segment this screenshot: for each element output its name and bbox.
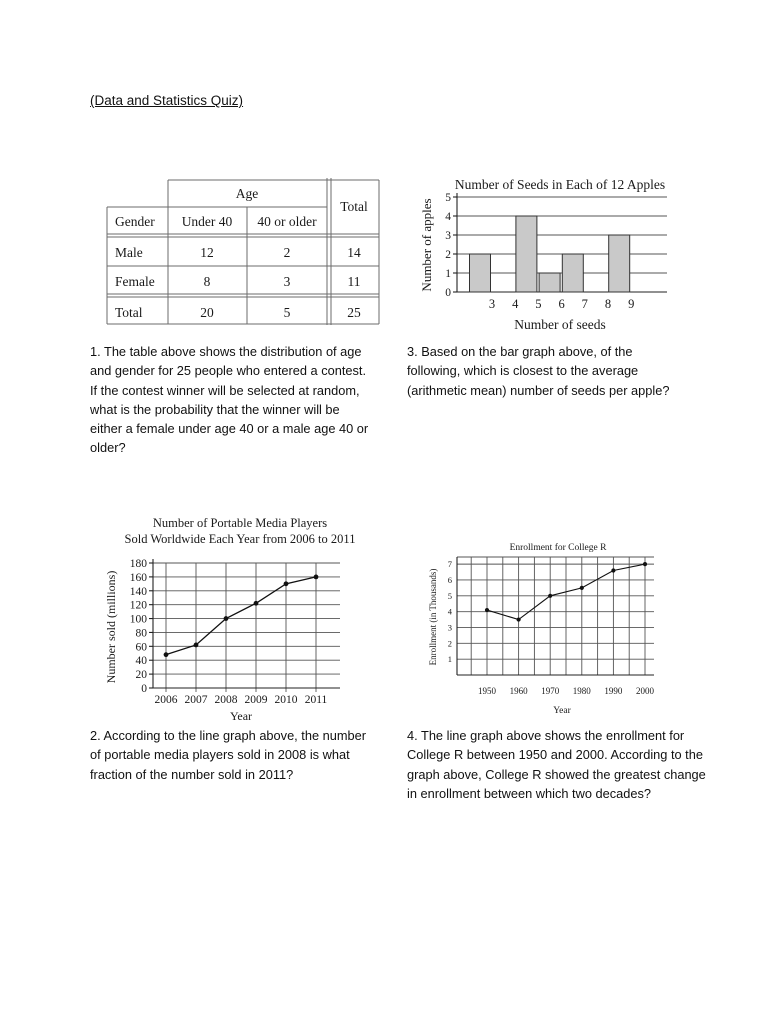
y-tick-label: 3 <box>445 230 451 242</box>
table-group-header: Age <box>235 186 259 201</box>
x-tick-label: 2009 <box>244 694 268 706</box>
x-tick-label: 7 <box>581 297 588 311</box>
table-cell: 12 <box>200 245 214 260</box>
x-axis-label: Year <box>229 709 253 723</box>
y-tick-label: 4 <box>445 211 451 223</box>
x-axis-label: Year <box>553 706 571 716</box>
data-point <box>580 586 584 590</box>
x-axis-label: Number of seeds <box>514 317 606 332</box>
series-line <box>166 577 316 655</box>
x-tick-label: 2008 <box>214 694 238 706</box>
media-players-line-chart <box>95 512 365 727</box>
table-cell: 20 <box>200 305 214 320</box>
chart-title: Number of Seeds in Each of 12 Apples <box>454 177 666 192</box>
y-tick-label: 4 <box>447 606 452 617</box>
x-tick-label: 5 <box>535 297 542 311</box>
y-tick-label: 2 <box>445 249 451 261</box>
y-tick-label: 0 <box>445 287 451 299</box>
data-point <box>224 616 229 621</box>
x-tick-label: 6 <box>558 297 565 311</box>
y-tick-label: 140 <box>129 585 147 598</box>
x-tick-label: 1970 <box>541 686 560 696</box>
table-cell: Male <box>115 245 143 260</box>
x-tick-label: 3 <box>488 297 496 311</box>
table-cell: 3 <box>283 274 291 289</box>
x-tick-label: 2006 <box>154 694 178 706</box>
data-point <box>284 581 289 586</box>
question-2: 2. According to the line graph above, the number of portable media players sold in 2008 is what fraction of the number sold in 2011? <box>90 728 367 782</box>
x-tick-label: 2000 <box>636 686 654 696</box>
y-tick-label: 180 <box>129 558 147 570</box>
y-tick-label: 3 <box>447 622 452 633</box>
enrollment-line-chart <box>420 535 670 720</box>
question-3: 3. Based on the bar graph above, of the following, which is closest to the average (arithmetic mean) number of seeds per apple? <box>407 344 670 398</box>
table-cell: 8 <box>203 274 211 289</box>
table-cell: 11 <box>347 274 361 289</box>
data-point <box>643 562 647 566</box>
data-point <box>194 643 199 648</box>
y-tick-label: 160 <box>129 571 147 584</box>
table-cell: 25 <box>347 305 361 320</box>
question-4: 4. The line graph above shows the enrollment for College R between 1950 and 2000. According to the graph above, College R showed the greatest change in enrollment between which two decades? <box>407 728 706 801</box>
y-axis-label: Number sold (millions) <box>104 570 118 684</box>
x-tick-label: 2007 <box>184 694 208 706</box>
table-header-total: Total <box>340 199 368 214</box>
y-tick-label: 6 <box>447 574 452 585</box>
y-tick-label: 60 <box>135 641 147 654</box>
table-cell: 2 <box>283 245 291 260</box>
y-tick-label: 1 <box>447 654 452 665</box>
y-axis-label: Enrollment (in Thousands) <box>428 568 438 666</box>
x-tick-label: 2011 <box>304 694 328 706</box>
quiz-title: (Data and Statistics Quiz) <box>90 93 244 108</box>
y-tick-label: 20 <box>135 669 147 682</box>
x-tick-label: 1960 <box>509 686 528 696</box>
table-cell: Total <box>115 305 143 320</box>
seeds-bar-chart <box>405 170 705 340</box>
data-point <box>164 652 169 657</box>
y-tick-label: 0 <box>141 683 147 695</box>
chart-subtitle: Sold Worldwide Each Year from 2006 to 2011 <box>124 532 356 546</box>
x-tick-label: 2010 <box>274 694 298 706</box>
y-tick-label: 2 <box>447 638 452 649</box>
chart-title: Number of Portable Media Players <box>152 516 328 530</box>
chart-title: Enrollment for College R <box>509 543 607 553</box>
y-tick-label: 5 <box>447 590 452 601</box>
data-point <box>254 601 259 606</box>
bar <box>470 254 491 292</box>
table-cell: 14 <box>347 245 361 260</box>
x-tick-label: 9 <box>628 297 635 311</box>
data-point <box>485 608 489 612</box>
age-gender-table <box>105 178 383 328</box>
bar <box>562 254 583 292</box>
x-tick-label: 1990 <box>604 686 623 696</box>
y-tick-label: 80 <box>135 627 147 640</box>
question-1: 1. The table above shows the distribution of age and gender for 25 people who entered a contest. If the contest winner will be selected at random, what is the probability that the winner will be either a female under age 40 or a male age 40 or older? <box>90 344 369 456</box>
bar <box>516 216 537 292</box>
x-tick-label: 8 <box>604 297 612 311</box>
table-header-gender: Gender <box>115 214 155 229</box>
y-tick-label: 120 <box>129 599 147 612</box>
bar <box>609 235 630 292</box>
x-tick-label: 1950 <box>478 686 496 696</box>
y-tick-label: 7 <box>447 559 452 570</box>
y-tick-label: 40 <box>135 655 147 668</box>
bar <box>539 273 560 292</box>
x-tick-label: 1980 <box>572 686 591 696</box>
data-point <box>548 594 552 598</box>
data-point <box>611 568 615 572</box>
table-cell: Female <box>115 274 155 289</box>
y-tick-label: 100 <box>129 613 147 626</box>
data-point <box>517 617 521 621</box>
y-tick-label: 5 <box>445 192 451 204</box>
table-header-under-40: Under 40 <box>181 214 233 229</box>
table-header-40-or-older: 40 or older <box>257 214 317 229</box>
y-axis-label: Number of apples <box>419 198 434 292</box>
table-cell: 5 <box>283 305 291 320</box>
data-point <box>314 574 319 579</box>
y-tick-label: 1 <box>445 268 451 280</box>
x-tick-label: 4 <box>512 297 519 311</box>
